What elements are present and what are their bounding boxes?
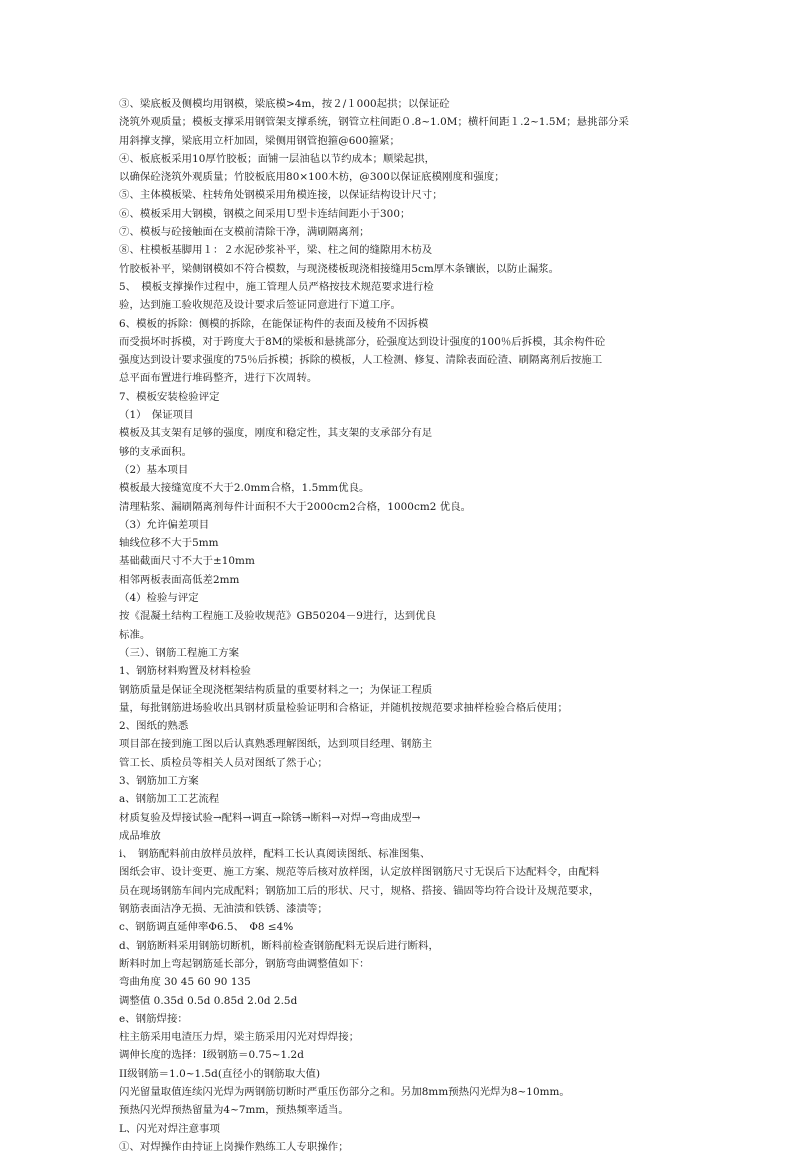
text-line: 5、 模板支撑操作过程中，施工管理人员严格按技术规范要求进行检 [119,280,434,293]
text-line: ⑧、柱模板基脚用１：２水泥砂浆补平，梁、柱之间的缝隙用木枋及 [119,244,433,257]
text-line: 强度达到设计要求强度的75％后拆模；拆除的模板，人工检测、修复、清除表面砼渣、刷隔离剂后按施工 [119,354,603,367]
text-line: 竹胶板补平，梁侧钢模如不符合模数，与现浇楼板现浇相接缝用5cm厚木条镶嵌，以防止漏浆。 [119,262,560,275]
text-line: 而受损坏时拆模，对于跨度大于8M的梁板和悬挑部分，砼强度达到设计强度的100％后拆模，其余构件砼 [119,335,606,348]
text-line: （2）基本项目 [119,463,189,476]
text-line: 基础截面尺寸不大于±10mm [119,555,255,568]
text-line: 够的支承面积。 [119,445,193,458]
text-line: ⑥、模板采用大钢模，钢模之间采用Ｕ型卡连结间距小于300； [119,207,411,220]
text-line: 弯曲角度 30 45 60 90 135 [119,976,251,989]
text-line: 浇筑外观质量；模板支撑采用钢管架支撑系统，钢管立柱间距０.8~1.0M；横杆间距１.2~1.5M；悬挑部分采 [119,116,629,129]
text-line: （3）允许偏差项目 [119,518,210,531]
text-line: d、钢筋断料采用钢筋切断机，断料前检查钢筋配料无误后进行断料， [119,939,439,952]
text-line: 用斜撑支撑，梁底用立杆加固，梁侧用钢管抱箍@600箍紧； [119,134,400,147]
text-line: 成品堆放 [119,829,161,842]
text-line: （1） 保证项目 [119,409,194,422]
text-line: 项目部在接到施工图以后认真熟悉理解图纸，达到项目经理、钢筋主 [119,738,433,751]
text-line: 调整值 0.35d 0.5d 0.85d 2.0d 2.5d [119,994,298,1007]
text-line: 清理粘浆、漏刷隔离剂每件计面积不大于2000cm2合格，1000cm2 优良。 [119,500,472,513]
text-line: 按《混凝土结构工程施工及验收规范》GB50204－9进行，达到优良 [119,610,437,623]
text-line: （三）、钢筋工程施工方案 [119,646,240,659]
text-line: 轴线位移不大于5mm [119,537,219,550]
text-line: 1、钢筋材料购置及材料检验 [119,665,251,678]
text-line: 闪光留量取值连续闪光焊为两钢筋切断时严重压伤部分之和。另加8mm预热闪光焊为8~10mm。 [119,1086,570,1099]
text-line: 模板最大接缝宽度不大于2.0mm合格，1.5mm优良。 [119,482,370,495]
text-line: i、 钢筋配料前由放样员放样，配料工长认真阅读图纸、标准图集、 [119,848,431,861]
text-line: （4）检验与评定 [119,592,199,605]
text-line: 材质复验及焊接试验→配料→调直→除锈→断料→对焊→弯曲成型→ [119,811,421,824]
text-line: 以确保砼浇筑外观质量；竹胶板底用80×100木枋，@300以保证底模刚度和强度； [119,171,505,184]
text-line: ③、梁底板及侧模均用钢模，梁底模>4m，按２/１000起拱；以保证砼 [119,98,450,110]
text-line: 3、钢筋加工方案 [119,774,199,787]
text-line: ⑦、模板与砼接触面在支模前清除干净，满刷隔离剂； [119,226,370,239]
text-line: ⑤、主体模板梁、柱转角处钢模采用角模连接，以保证结构设计尺寸； [119,189,443,202]
text-line: 7、模板安装检验评定 [119,390,220,403]
text-line: 量，每批钢筋进场验收出具钢材质量检验证明和合格证，并随机按规范要求抽样检验合格后使用； [119,701,568,714]
text-line: 模板及其支架有足够的强度，刚度和稳定性，其支架的支承部分有足 [119,427,433,440]
text-line: II级钢筋＝1.0~1.5d(直径小的钢筋取大值) [119,1067,321,1080]
text-line: L、闪光对焊注意事项 [119,1122,220,1135]
text-line: 6、模板的拆除：侧模的拆除，在能保证构件的表面及棱角不因拆模 [119,317,429,330]
text-line: 管工长、质检员等相关人员对图纸了然于心； [119,756,328,769]
text-line: 图纸会审、设计变更、施工方案、规范等后核对放样图，认定放样图钢筋尺寸无误后下达配料令，由配料 [119,866,600,879]
text-line: 2、图纸的熟悉 [119,720,189,733]
text-line: 钢筋表面洁净无损、无油渍和铁锈、漆渍等； [119,903,328,916]
text-line: 员在现场钢筋车间内完成配料；钢筋加工后的形状、尺寸，规格、搭接、锚固等均符合设计及规范要求， [119,884,600,897]
text-line: 断料时加上弯起钢筋延长部分，钢筋弯曲调整值如下： [119,957,370,970]
text-line: a、钢筋加工工艺流程 [119,793,220,806]
document-body [119,95,684,1156]
text-line: ①、对焊操作由持证上岗操作熟练工人专职操作； [119,1140,349,1153]
text-line: 柱主筋采用电渣压力焊，梁主筋采用闪光对焊焊接； [119,1031,360,1044]
text-line: 验，达到施工验收规范及设计要求后签证同意进行下道工序。 [119,299,401,312]
text-line: 钢筋质量是保证全现浇框架结构质量的重要材料之一；为保证工程质 [119,683,433,696]
text-line: c、钢筋调直延伸率Φ6.5、 Φ8 ≤4% [119,921,294,934]
text-line: 调伸长度的选择：Ⅰ级钢筋＝0.75~1.2d [119,1049,304,1062]
text-line: 标准。 [119,628,151,641]
text-line: e、钢筋焊接： [119,1012,188,1025]
text-line: ④、板底板采用10厚竹胶板；面铺一层油毡以节约成本；顺梁起拱， [119,152,436,165]
text-line: 总平面布置进行堆码整齐，进行下次周转。 [119,372,318,385]
text-line: 相邻两板表面高低差2mm [119,573,240,586]
text-line: 预热闪光焊预热留量为4~7mm，预热频率适当。 [119,1104,349,1117]
